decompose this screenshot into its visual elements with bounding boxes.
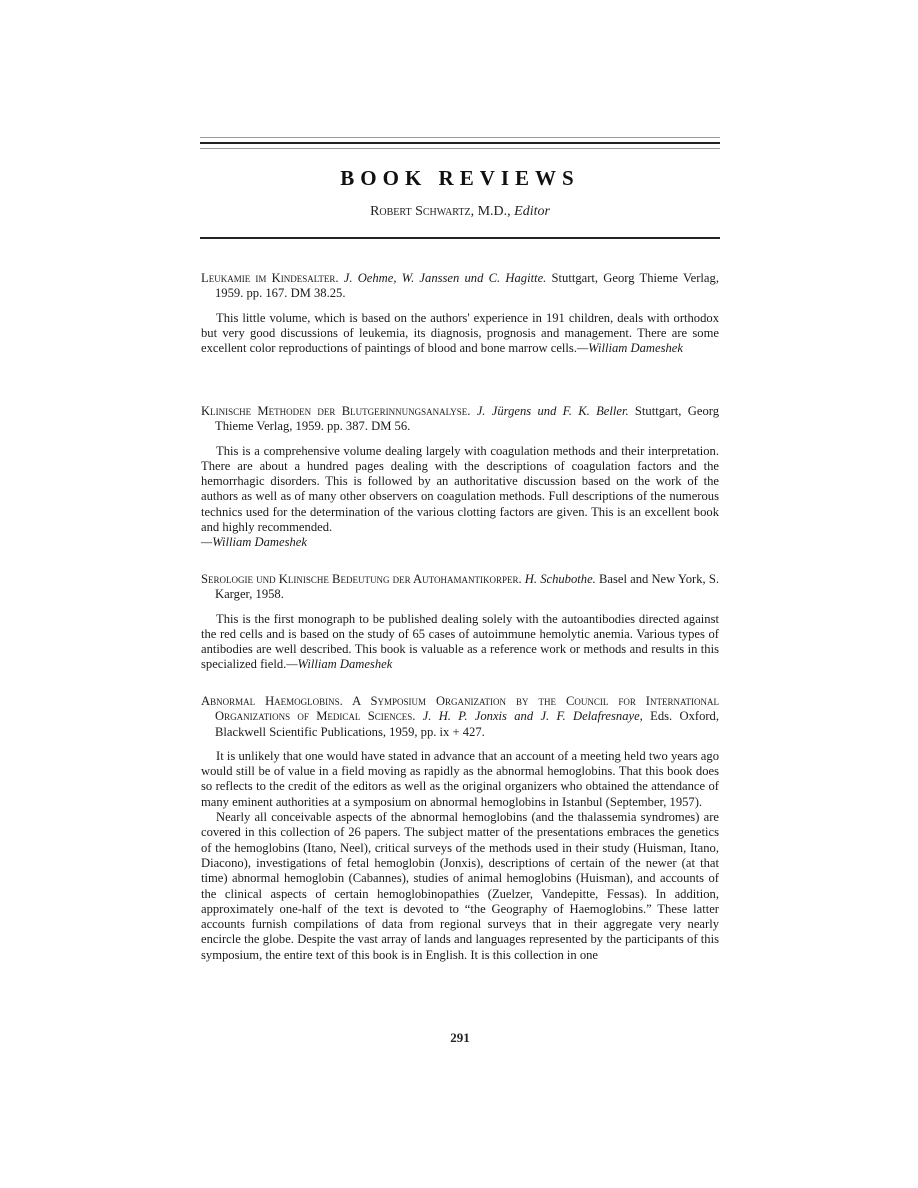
reviewer-name: —William Dameshek [286,657,393,672]
editor-line [200,204,720,220]
review-text: This little volume, which is based on the authors' experience in 191 children, deals with orthodox but very good discussions of leukemia, its diagnosis, prognosis and management. There are some excellent color reproductions of paintings of blood and bone marrow cells. [201,310,719,356]
book-title: Serologie und Klinische Bedeutung der Autohamantikorper. [201,572,522,586]
review-body-continued: Nearly all conceivable aspects of the abnormal hemoglobins (and the thalassemia syndromes) are covered in this collection of 26 papers. The subject matter of the presentations embraces the genetics of the hemoglobins (Itano, Neel), critical surveys of the methods used in their study (Huisman, Itano, Diacono), investigations of fetal hemoglobin (Jonxis), descriptions of certain of the newer (at that time) abnormal hemoglobin (Cabannes), studies of animal hemoglobins (Huisman), and accounts of the clinical aspects of certain hemoglobinopathies (Zuelzer, Vandepitte, Fessas). In addition, approximately one-half of the text is devoted to “the Geography of Haemoglobins.” These latter accounts furnish compilations of data from regional surveys that in their aggregate very nearly encircle the globe. Despite the vast array of lands and languages represented by the participants of this symposium, the entire text of this book is in English. It is this collection in one [201,810,719,962]
review-citation [201,271,719,302]
book-publication: Stuttgart, Georg Thieme Verlag, 1959. pp. 387. DM 56. [215,404,720,434]
editor-name: Robert Schwartz, M.D., [370,204,511,219]
book-title: Klinische Methoden der Blutgerinnungsanalyse. [201,404,471,418]
reviewer-name: —William Dameshek [576,341,683,356]
review-body [201,612,719,673]
book-authors: J. H. P. Jonxis and J. F. Delafresnaye, [422,709,643,724]
review-body [201,311,719,357]
review-1 [201,271,719,356]
review-citation [201,572,719,603]
header-rule-thick [200,142,720,144]
header-rule-top [200,137,720,138]
reviewer-name: —William Dameshek [201,535,307,550]
review-text: This is the first monograph to be published dealing solely with the autoantibodies directed against the red cells and is based on the study of 65 cases of autoimmune hemolytic anemia. Various types of antibodies are well described. This book is valuable as a reference work or methods and results in this specialized field. [201,611,719,672]
review-4 [201,694,719,963]
book-title: Abnormal Haemoglobins. A Symposium Organization by the Council for International Organizations of Medical Sciences. [201,694,719,724]
review-2 [201,404,719,551]
review-text: This is a comprehensive volume dealing largely with coagulation methods and their interpretation. There are about a hundred pages dealing with the descriptions of coagulation factors and the hemorrhagic disorders. This is followed by an authoritative discussion based on the work of the authors as well as of many other observers on coagulation methods. Full descriptions of the numerous technics used for the determination of the various clotting factors are given. This is an excellent book and highly recommended. [201,443,719,535]
editor-role: Editor [514,204,550,219]
section-title: BOOK REVIEWS [340,166,580,190]
review-body [201,444,719,551]
header-rule-bottom [200,237,720,239]
book-title: Leukamie im Kindesalter. [201,271,339,285]
page-number: 291 [450,1030,470,1045]
review-3 [201,572,719,673]
review-citation [201,404,719,435]
book-authors: J. Jürgens und F. K. Beller. [476,404,629,418]
book-authors: H. Schubothe. [524,572,596,586]
book-publication: Stuttgart, Georg Thieme Verlag, 1959. pp. 167. DM 38.25. [215,271,719,301]
review-body: It is unlikely that one would have stated in advance that an account of a meeting held two years ago would still be of value in a field moving as rapidly as the abnormal hemoglobins. That this book does so reflects to the credit of the editors as well as the original organizers who obtained the attendance of many eminent authorities at a symposium on abnormal hemoglobins in Istanbul (September, 1957). [201,748,719,809]
book-authors: J. Oehme, W. Janssen und C. Hagitte. [343,271,547,285]
header-rule-thin [200,148,720,149]
review-citation [201,694,719,740]
book-publication: Basel and New York, S. Karger, 1958. [215,572,719,602]
book-publication: Eds. Oxford, Blackwell Scientific Publications, 1959, pp. ix + 427. [215,709,720,739]
